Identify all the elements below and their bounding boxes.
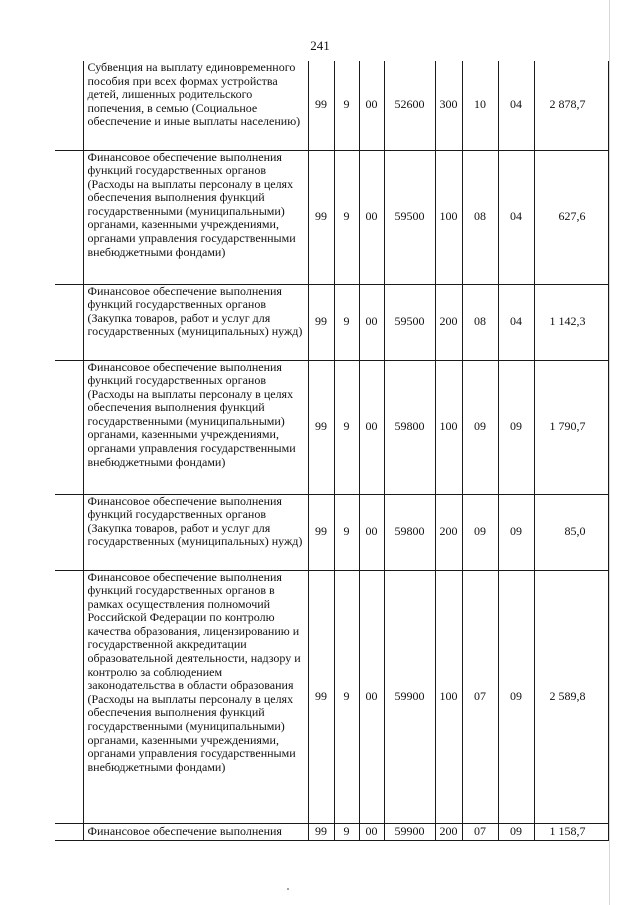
code-cell: 00: [359, 61, 384, 150]
code-cell: 00: [359, 570, 384, 823]
expense-description: Финансовое обеспечение выполнения функций государственных органов (Закупка товаров, работ и услуг для государственных (муниципальных) нужд): [83, 284, 308, 360]
code-cell: 09: [462, 360, 498, 494]
code-cell: 59800: [384, 360, 435, 494]
table-row: [55, 61, 608, 150]
code-cell: 9: [334, 284, 359, 360]
code-cell: 08: [462, 284, 498, 360]
code-cell: 59900: [384, 823, 435, 840]
code-cell: 99: [308, 284, 334, 360]
code-cell: 9: [334, 150, 359, 284]
code-cell: 00: [359, 150, 384, 284]
blank-cell: [55, 494, 83, 570]
code-cell: 08: [462, 150, 498, 284]
code-cell: 200: [435, 823, 462, 840]
scan-edge-line: [609, 0, 610, 905]
amount-cell: 1 158,7: [534, 823, 608, 840]
code-cell: 9: [334, 360, 359, 494]
blank-cell: [55, 823, 83, 840]
code-cell: 09: [498, 360, 534, 494]
code-cell: 59800: [384, 494, 435, 570]
budget-table: [55, 61, 609, 841]
code-cell: 04: [498, 61, 534, 150]
code-cell: 07: [462, 570, 498, 823]
code-cell: 200: [435, 494, 462, 570]
blank-cell: [55, 61, 83, 150]
code-cell: 99: [308, 570, 334, 823]
code-cell: 100: [435, 150, 462, 284]
code-cell: 9: [334, 570, 359, 823]
code-cell: 99: [308, 494, 334, 570]
code-cell: 09: [462, 494, 498, 570]
code-cell: 10: [462, 61, 498, 150]
code-cell: 59500: [384, 284, 435, 360]
expense-description: Финансовое обеспечение выполнения функций государственных органов (Расходы на выплаты персоналу в целях обеспечения выполнения функций государственными (муниципальными) органами, казенными учреждениями, органами управления государственными внебюджетными фондами): [83, 150, 308, 284]
code-cell: 09: [498, 823, 534, 840]
code-cell: 100: [435, 360, 462, 494]
scan-speck: [287, 888, 289, 890]
code-cell: 59500: [384, 150, 435, 284]
code-cell: 07: [462, 823, 498, 840]
code-cell: 100: [435, 570, 462, 823]
code-cell: 99: [308, 61, 334, 150]
expense-description: Финансовое обеспечение выполнения функций государственных органов (Закупка товаров, работ и услуг для государственных (муниципальных) нужд): [83, 494, 308, 570]
amount-cell: 627,6: [534, 150, 608, 284]
table-row: [55, 360, 608, 494]
expense-description: Субвенция на выплату единовременного пособия при всех формах устройства детей, лишенных родительского попечения, в семью (Социальное обеспечение и иные выплаты населению): [83, 61, 308, 150]
code-cell: 09: [498, 570, 534, 823]
code-cell: 52600: [384, 61, 435, 150]
amount-cell: 1 790,7: [534, 360, 608, 494]
code-cell: 00: [359, 284, 384, 360]
code-cell: 09: [498, 494, 534, 570]
amount-cell: 85,0: [534, 494, 608, 570]
blank-cell: [55, 570, 83, 823]
expense-description: Финансовое обеспечение выполнения функций государственных органов в рамках осуществления полномочий Российской Федерации по контролю качества образования, лицензированию и государственной аккредитации образовательной деятельности, надзору и контролю за соблюдением законодательства в области образования (Расходы на выплаты персоналу в целях обеспечения выполнения функций государственными (муниципальными) органами, казенными учреждениями, органами управления государственными внебюджетными фондами): [83, 570, 308, 823]
table-row: [55, 150, 608, 284]
code-cell: 9: [334, 494, 359, 570]
code-cell: 9: [334, 823, 359, 840]
code-cell: 200: [435, 284, 462, 360]
blank-cell: [55, 150, 83, 284]
amount-cell: 2 589,8: [534, 570, 608, 823]
expense-description: Финансовое обеспечение выполнения: [83, 823, 308, 840]
code-cell: 00: [359, 823, 384, 840]
table-row: [55, 570, 608, 823]
table-row: [55, 494, 608, 570]
code-cell: 00: [359, 360, 384, 494]
expense-description: Финансовое обеспечение выполнения функций государственных органов (Расходы на выплаты персоналу в целях обеспечения выполнения функций государственными (муниципальными) органами, казенными учреждениями, органами управления государственными внебюджетными фондами): [83, 360, 308, 494]
code-cell: 9: [334, 61, 359, 150]
code-cell: 04: [498, 150, 534, 284]
code-cell: 300: [435, 61, 462, 150]
code-cell: 99: [308, 823, 334, 840]
code-cell: 99: [308, 360, 334, 494]
amount-cell: 1 142,3: [534, 284, 608, 360]
amount-cell: 2 878,7: [534, 61, 608, 150]
code-cell: 99: [308, 150, 334, 284]
code-cell: 00: [359, 494, 384, 570]
table-row: [55, 823, 608, 840]
blank-cell: [55, 360, 83, 494]
table-row: [55, 284, 608, 360]
page-number: 241: [310, 38, 330, 53]
code-cell: 59900: [384, 570, 435, 823]
code-cell: 04: [498, 284, 534, 360]
blank-cell: [55, 284, 83, 360]
